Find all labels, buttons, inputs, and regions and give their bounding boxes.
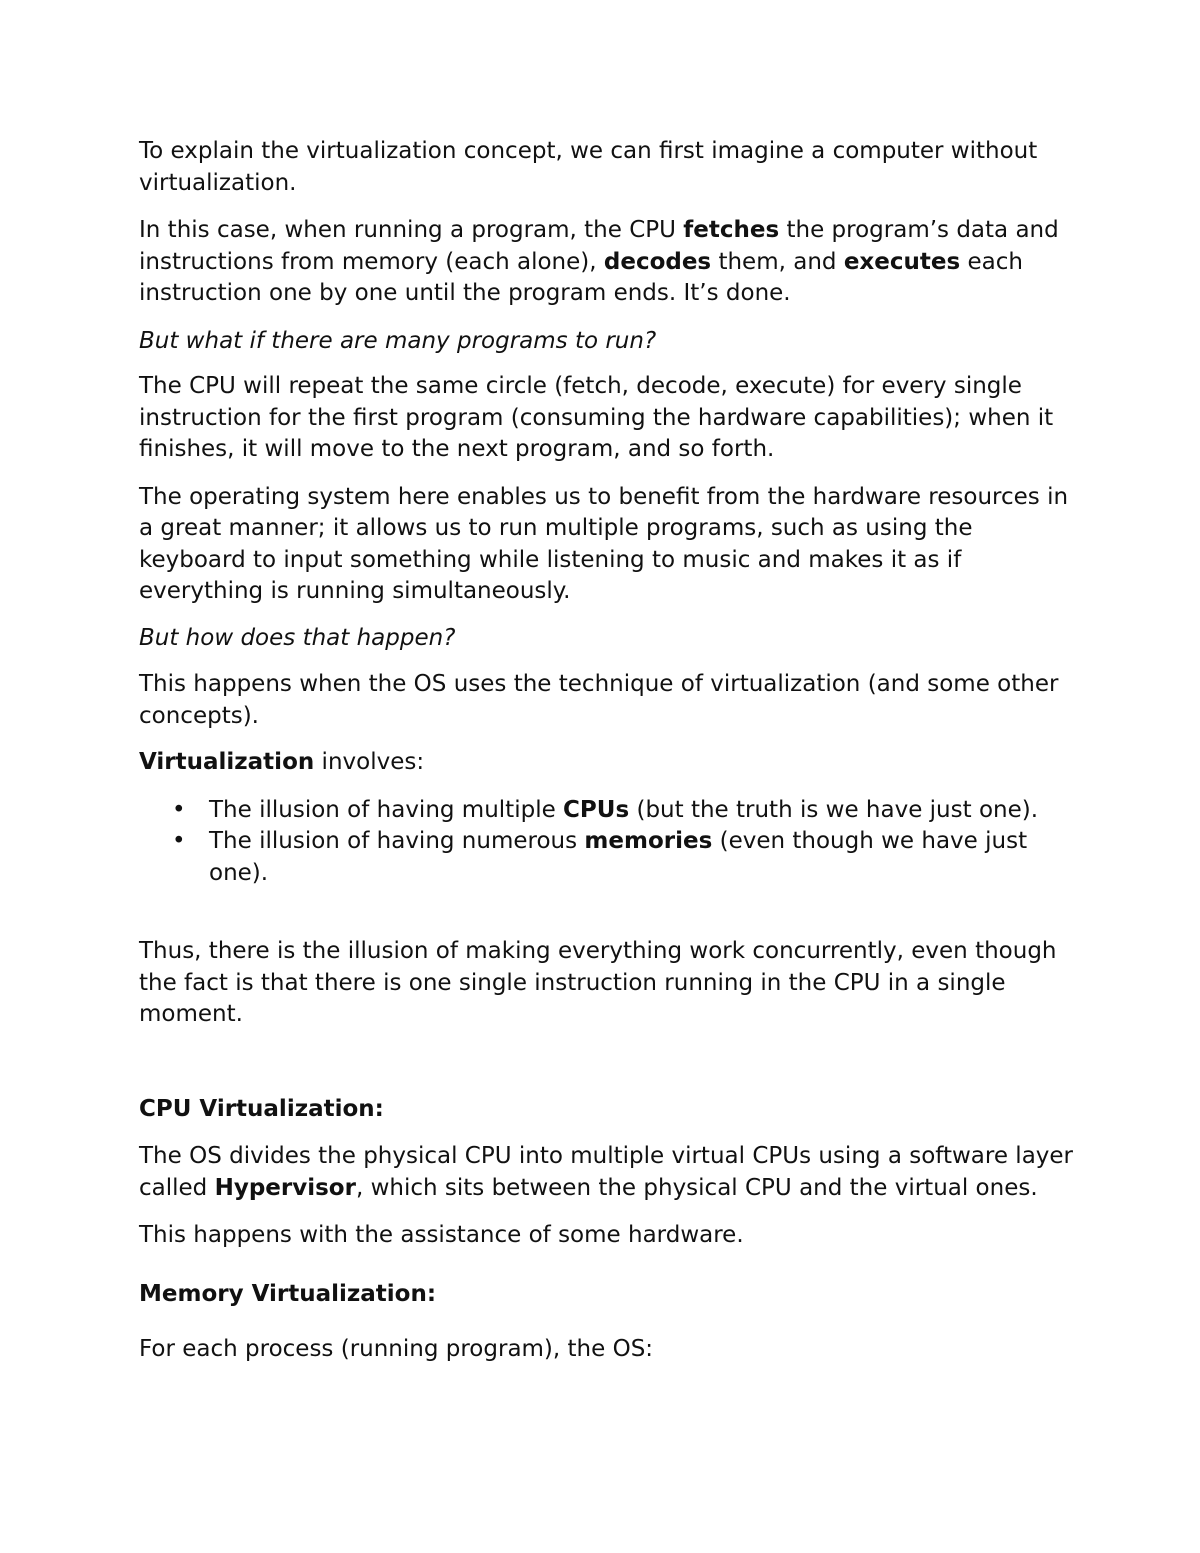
bold-fetches: fetches (683, 217, 780, 243)
text-span: the program’s data and instructions from memory (each alone), (139, 217, 1059, 275)
question-many-programs: But what if there are many programs to run? (139, 327, 657, 354)
text-span: The illusion of having multiple (209, 796, 564, 823)
list-item (139, 826, 1079, 889)
bold-hypervisor: Hypervisor (214, 1174, 356, 1201)
heading-memory-virtualization: Memory Virtualization: (139, 1280, 437, 1307)
heading-cpu-virtualization: CPU Virtualization: (139, 1095, 384, 1122)
question-how: But how does that happen? (139, 624, 456, 651)
text-span: In this case, when running a program, the CPU (139, 217, 684, 243)
paragraph-fetch-decode-execute (139, 215, 1079, 310)
paragraph-illusion-concurrency: Thus, there is the illusion of making everything work concurrently, even though the fact is that there is one single instruction running in the CPU in a single moment. (139, 938, 1057, 1027)
bullet-list (139, 795, 1079, 890)
paragraph-hardware-assistance: This happens with the assistance of some hardware. (139, 1222, 744, 1248)
text-span: involves: (314, 749, 425, 775)
paragraph-operating-system: The operating system here enables us to benefit from the hardware resources in a great manner; it allows us to run multiple programs, such as using the keyboard to input something while listening to music and makes it as if everything is running simultaneously. (139, 483, 1069, 604)
bullet-marker: • (172, 828, 186, 854)
paragraph-virtualization-technique: This happens when the OS uses the technique of virtualization (and some other concepts). (139, 671, 1059, 729)
paragraph-each-process: For each process (running program), the OS: (139, 1336, 654, 1362)
list-item (139, 795, 1079, 827)
paragraph-hypervisor (139, 1141, 1079, 1204)
paragraph-virtualization-involves (139, 747, 1079, 779)
bullet-marker: • (172, 796, 186, 823)
bold-executes: executes (843, 248, 961, 275)
document-page (139, 136, 1079, 1366)
bold-decodes: decodes (603, 248, 712, 275)
paragraph-cpu-cycle: The CPU will repeat the same circle (fetch, decode, execute) for every single instruction for the first program (consuming the hardware capabilities); when it finishes, it will move to the next program, and so forth. (139, 373, 1054, 462)
text-span: , which sits between the physical CPU and the virtual ones. (355, 1174, 1038, 1201)
bold-cpus: CPUs (563, 796, 630, 823)
text-span: The illusion of having numerous (209, 828, 585, 854)
text-span: (even though we have just one). (209, 828, 1028, 886)
bold-memories: memories (584, 828, 713, 854)
bold-virtualization: Virtualization (139, 749, 315, 775)
text-span: them, and (711, 248, 844, 275)
text-span: (but the truth is we have just one). (629, 796, 1039, 823)
text-span: each instruction one by one until the program ends. It’s done. (139, 248, 1023, 306)
paragraph-intro: To explain the virtualization concept, we can first imagine a computer without virtualization. (139, 138, 1038, 196)
text-span: The OS divides the physical CPU into multiple virtual CPUs using a software layer called (139, 1143, 1074, 1201)
